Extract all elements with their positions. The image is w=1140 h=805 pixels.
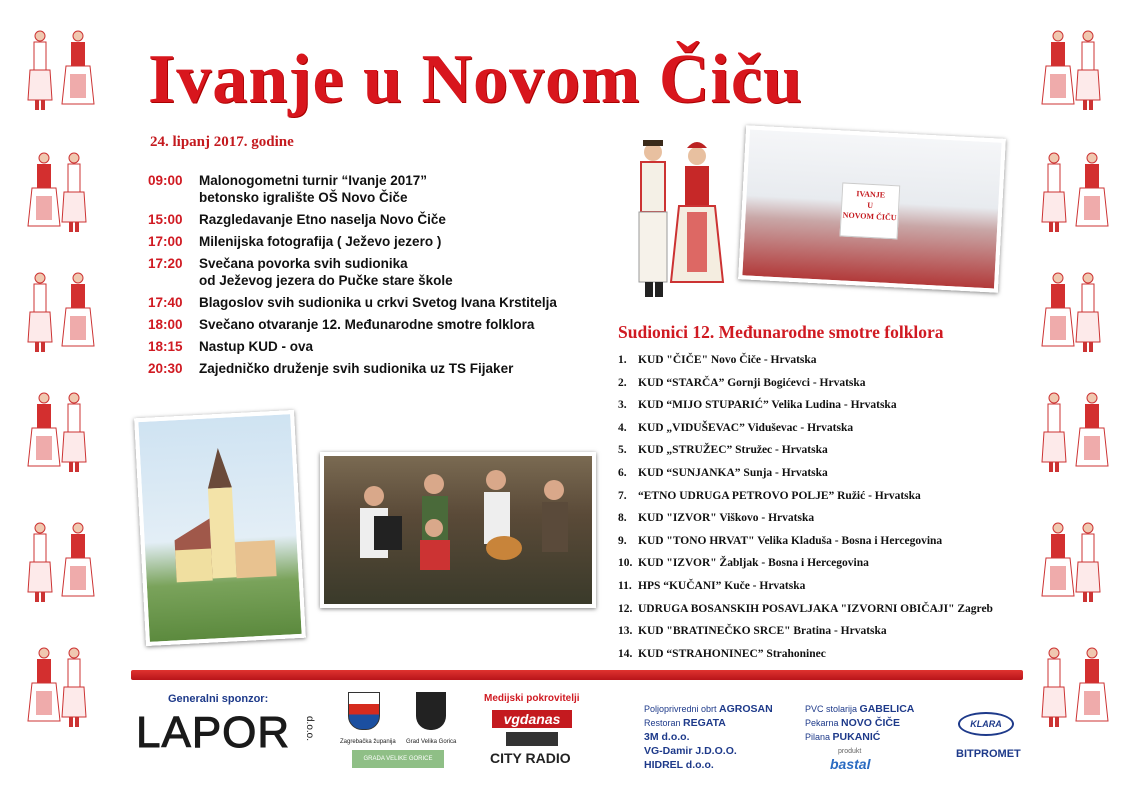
city-radio-logo: CITY RADIO xyxy=(490,750,571,766)
folk-figure-icon xyxy=(1040,28,1110,113)
folk-figure-icon xyxy=(1040,390,1110,475)
vgdanas-logo: vgdanas xyxy=(492,710,572,728)
folk-figure-icon xyxy=(1040,150,1110,235)
list-item: 6. KUD “SUNJANKA” Sunja - Hrvatska xyxy=(618,466,828,479)
folk-figure-icon xyxy=(1040,270,1110,355)
musicians-photo xyxy=(320,452,596,608)
participants-list xyxy=(618,352,1038,668)
schedule-item xyxy=(148,172,618,206)
event-date: 24. lipanj 2017. godine xyxy=(150,134,294,150)
schedule-item xyxy=(148,211,618,228)
lapor-text: LAPOR xyxy=(136,708,291,757)
folk-figure-icon xyxy=(26,520,96,605)
schedule-item xyxy=(148,316,618,333)
list-item: 9. KUD "TONO HRVAT" Velika Kladuša - Bosna i Hercegovina xyxy=(618,534,943,547)
schedule-time: 20:30 xyxy=(148,361,183,376)
bastal-small: produkt xyxy=(838,748,862,755)
schedule-time: 18:00 xyxy=(148,317,183,332)
county-crest-icon xyxy=(348,692,380,730)
list-item: 3. KUD “MIJO STUPARIĆ” Velika Ludina - Hrvatska xyxy=(618,399,897,412)
schedule-item xyxy=(148,255,618,289)
list-item: 12. UDRUGA BOSANSKIH POSAVLJAKA "IZVORNI OBIČAJI" Zagreb xyxy=(618,602,993,615)
schedule-time: 17:40 xyxy=(148,295,183,310)
folk-couple-illustration xyxy=(615,132,735,302)
list-item: 5. KUD „STRUŽEC” Stružec - Hrvatska xyxy=(618,444,828,457)
city-crest-icon xyxy=(416,692,446,730)
folk-figure-icon xyxy=(26,390,96,475)
list-item: 8. KUD "IZVOR" Viškovo - Hrvatska xyxy=(618,512,815,525)
sponsor-group-2: PVC stolarija GABELICA Pekarna NOVO ČIČE Pilana PUKANIĆ xyxy=(805,703,915,743)
county-label: Zagrebačka županija xyxy=(340,739,396,745)
schedule-desc: Nastup KUD - ova xyxy=(199,339,314,354)
general-sponsor-label: Generalni sponzor: xyxy=(168,693,269,705)
klara-logo: KLARA xyxy=(958,712,1014,736)
bastal-logo: bastal xyxy=(830,756,871,772)
schedule-desc-line2: betonsko igralište OŠ Novo Čiče xyxy=(199,190,408,205)
folk-figure-icon xyxy=(26,270,96,355)
church-photo xyxy=(134,410,306,646)
schedule-item xyxy=(148,233,618,250)
schedule-time: 15:00 xyxy=(148,212,183,227)
folk-figure-icon xyxy=(26,645,96,730)
list-item: 13. KUD "BRATINEČKO SRCE" Bratina - Hrvatska xyxy=(618,625,887,638)
schedule-desc: Malonogometni turnir “Ivanje 2017” xyxy=(199,173,428,188)
schedule-desc: Svečano otvaranje 12. Međunarodne smotre folklora xyxy=(199,317,535,332)
folk-figure-icon xyxy=(1040,520,1110,605)
media-small-logo xyxy=(506,732,558,746)
divider xyxy=(131,670,1023,680)
schedule-item xyxy=(148,360,618,377)
schedule-list xyxy=(148,172,618,382)
sponsor-group-1: Poljoprivredni obrt AGROSAN Restoran REGATA 3M d.o.o. VG-Damir J.D.O.O. HIDREL d.o.o. xyxy=(644,703,773,771)
stage-banner: IVANJE U NOVOM ČIČU xyxy=(840,182,901,239)
schedule-desc-line2: od Ježevog jezera do Pučke stare škole xyxy=(199,273,453,288)
schedule-item xyxy=(148,294,618,311)
stage-photo xyxy=(738,125,1006,292)
schedule-desc: Zajedničko druženje svih sudionika uz TS Fijaker xyxy=(199,361,514,376)
schedule-desc: Blagoslov svih sudionika u crkvi Svetog Ivana Krstitelja xyxy=(199,295,557,310)
lapor-logo xyxy=(136,708,316,764)
list-item: 14. KUD “STRAHONINEC” Strahoninec xyxy=(618,647,826,660)
list-item: 1. KUD "ČIČE" Novo Čiče - Hrvatska xyxy=(618,354,817,366)
page-title: Ivanje u Novom Čiču xyxy=(148,41,803,118)
tourist-board-logo: GRADA VELIKE GORICE xyxy=(352,750,444,768)
schedule-time: 17:20 xyxy=(148,256,183,271)
schedule-time: 17:00 xyxy=(148,234,183,249)
schedule-desc: Razgledavanje Etno naselja Novo Čiče xyxy=(199,212,446,227)
lapor-suffix: d.o.o. xyxy=(304,716,315,742)
schedule-item xyxy=(148,338,618,355)
schedule-desc: Svečana povorka svih sudionika xyxy=(199,256,408,271)
list-item: 11. HPS “KUČANI” Kuče - Hrvatska xyxy=(618,579,806,592)
participants-title: Sudionici 12. Međunarodne smotre folklora xyxy=(618,322,944,342)
folk-figure-icon xyxy=(26,150,96,235)
list-item: 4. KUD „VIDUŠEVAC” Viduševac - Hrvatska xyxy=(618,421,854,434)
list-item: 7. “ETNO UDRUGA PETROVO POLJE” Ružić - Hrvatska xyxy=(618,489,921,502)
city-label: Grad Velika Gorica xyxy=(406,739,457,745)
bitpromet-logo: BITPROMET xyxy=(956,748,1021,760)
folk-figure-icon xyxy=(26,28,96,113)
schedule-desc: Milenijska fotografija ( Ježevo jezero ) xyxy=(199,234,442,249)
folk-figure-icon xyxy=(1040,645,1110,730)
media-label: Medijski pokrovitelji xyxy=(484,693,580,704)
schedule-time: 18:15 xyxy=(148,339,183,354)
list-item: 2. KUD “STARČA” Gornji Bogićevci - Hrvatska xyxy=(618,376,866,389)
list-item: 10. KUD "IZVOR" Žabljak - Bosna i Hercegovina xyxy=(618,557,869,570)
schedule-time: 09:00 xyxy=(148,173,183,188)
